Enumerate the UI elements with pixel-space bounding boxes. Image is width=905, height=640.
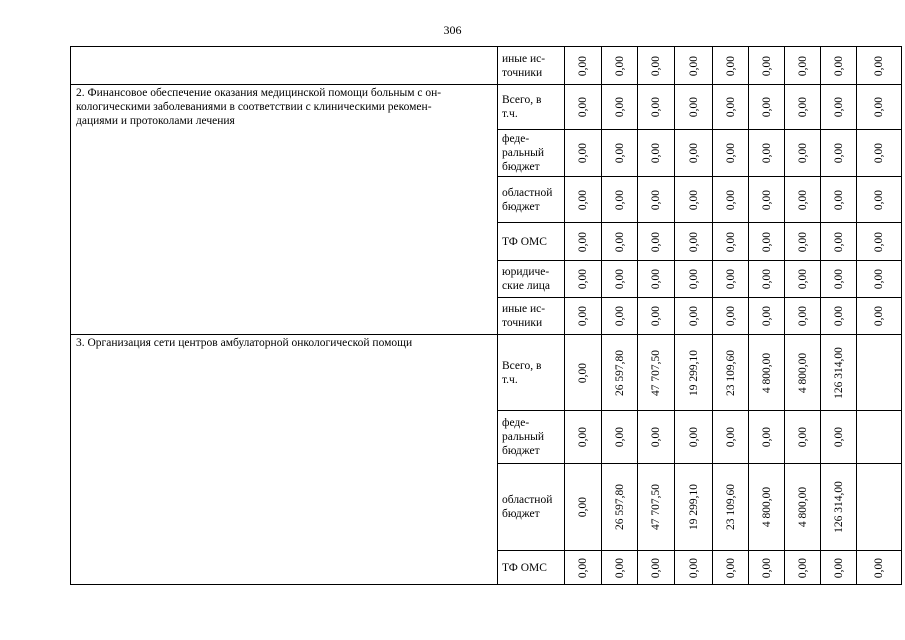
value-text: 0,00	[687, 426, 700, 448]
value-cell	[675, 223, 713, 261]
value-cell	[785, 130, 821, 177]
value-text: 0,00	[724, 231, 737, 252]
value-cell	[821, 298, 857, 335]
value-cell	[602, 85, 638, 130]
value-text: 0,00	[650, 231, 662, 252]
value-text: 0,00	[724, 55, 737, 76]
value-text: 0,00	[577, 268, 589, 290]
value-cell	[602, 464, 638, 551]
value-cell	[857, 411, 902, 464]
value-cell	[785, 47, 821, 85]
value-cell	[675, 551, 713, 585]
funding-source-cell: Всего, в т.ч.	[498, 85, 565, 130]
value-cell	[821, 177, 857, 223]
value-cell	[675, 47, 713, 85]
value-text: 0,00	[760, 426, 773, 448]
value-text: 0,00	[760, 55, 773, 76]
value-text: 0,00	[577, 305, 589, 327]
value-text: 0,00	[832, 231, 845, 252]
value-cell	[638, 551, 675, 585]
value-cell	[602, 261, 638, 298]
value-cell	[602, 551, 638, 585]
value-cell	[749, 551, 785, 585]
value-text: 47 707,50	[650, 484, 662, 530]
value-text: 26 597,80	[613, 349, 626, 396]
value-text: 0,00	[577, 426, 589, 448]
value-text: 0,00	[650, 268, 662, 290]
value-text: 0,00	[873, 96, 885, 118]
value-cell	[638, 335, 675, 411]
value-cell	[602, 411, 638, 464]
value-text: 0,00	[796, 189, 809, 210]
value-text: 0,00	[613, 231, 626, 252]
value-text: 0,00	[687, 305, 700, 327]
value-text: 0,00	[650, 55, 662, 76]
value-cell	[749, 335, 785, 411]
value-text: 0,00	[650, 96, 662, 118]
value-text: 0,00	[832, 55, 845, 76]
value-cell	[821, 411, 857, 464]
value-text: 0,00	[613, 268, 626, 290]
value-cell	[713, 298, 749, 335]
value-text: 0,00	[873, 142, 885, 164]
value-text: 0,00	[687, 142, 700, 164]
value-text: 126 314,00	[832, 346, 845, 399]
value-text: 0,00	[577, 557, 589, 578]
value-cell	[713, 411, 749, 464]
value-cell	[565, 298, 602, 335]
funding-source-cell: юридиче- ские лица	[498, 261, 565, 298]
value-text: 0,00	[796, 268, 809, 290]
value-text: 0,00	[613, 557, 626, 578]
value-cell	[857, 464, 902, 551]
value-text: 0,00	[724, 268, 737, 290]
value-text: 0,00	[687, 557, 700, 578]
value-cell	[638, 223, 675, 261]
value-cell	[675, 298, 713, 335]
value-text: 0,00	[832, 426, 845, 448]
value-cell	[857, 551, 902, 585]
value-text: 26 597,80	[613, 484, 626, 530]
table-row	[71, 47, 902, 85]
page-number: 306	[443, 23, 462, 37]
value-cell	[675, 464, 713, 551]
value-text: 0,00	[650, 305, 662, 327]
value-text: 0,00	[724, 96, 737, 118]
value-text: 0,00	[796, 305, 809, 327]
value-cell	[749, 130, 785, 177]
value-text: 0,00	[577, 231, 589, 252]
value-text: 0,00	[687, 96, 700, 118]
funding-source-cell: ТФ ОМС	[498, 223, 565, 261]
event-name-cell	[71, 47, 498, 85]
value-text: 0,00	[613, 305, 626, 327]
value-text: 0,00	[796, 96, 809, 118]
value-text: 0,00	[873, 557, 885, 578]
value-text: 0,00	[760, 231, 773, 252]
value-cell	[565, 85, 602, 130]
value-cell	[785, 335, 821, 411]
value-cell	[602, 223, 638, 261]
value-text: 0,00	[724, 305, 737, 327]
value-cell	[675, 261, 713, 298]
value-text: 0,00	[687, 231, 700, 252]
value-cell	[785, 261, 821, 298]
value-cell	[565, 47, 602, 85]
value-cell	[602, 298, 638, 335]
value-text: 0,00	[613, 96, 626, 118]
funding-source-cell: феде- ральный бюджет	[498, 411, 565, 464]
value-cell	[638, 298, 675, 335]
value-text: 19 299,10	[687, 484, 700, 530]
value-cell	[713, 261, 749, 298]
funding-source-cell: областной бюджет	[498, 177, 565, 223]
event-name-cell: 2. Финансовое обеспечение оказания медицинской помощи больным с он- кологическими заболеваниями в соответствии с клиническими рекомен- дациями и протоколами лечения	[71, 85, 498, 335]
value-text: 0,00	[613, 55, 626, 76]
value-text: 0,00	[724, 142, 737, 164]
value-cell	[785, 177, 821, 223]
value-cell	[675, 177, 713, 223]
table-row	[71, 85, 902, 130]
value-cell	[565, 335, 602, 411]
value-cell	[675, 130, 713, 177]
value-text: 0,00	[724, 189, 737, 210]
value-cell	[638, 177, 675, 223]
value-text: 0,00	[796, 231, 809, 252]
value-text: 23 109,60	[724, 349, 737, 396]
value-cell	[565, 464, 602, 551]
value-text: 0,00	[796, 426, 809, 448]
value-text: 0,00	[796, 142, 809, 164]
budget-table	[70, 46, 902, 585]
value-text: 0,00	[577, 96, 589, 118]
value-cell	[749, 298, 785, 335]
value-cell	[785, 464, 821, 551]
value-text: 4 800,00	[760, 352, 773, 393]
value-cell	[749, 85, 785, 130]
value-text: 0,00	[796, 557, 809, 578]
value-cell	[565, 130, 602, 177]
value-cell	[749, 177, 785, 223]
value-cell	[565, 261, 602, 298]
value-cell	[602, 47, 638, 85]
value-cell	[785, 223, 821, 261]
value-text: 0,00	[724, 426, 737, 448]
value-cell	[785, 551, 821, 585]
value-cell	[713, 551, 749, 585]
value-text: 0,00	[724, 557, 737, 578]
value-text: 0,00	[650, 189, 662, 210]
value-text: 0,00	[873, 55, 885, 76]
table-row	[71, 335, 902, 411]
value-cell	[565, 411, 602, 464]
value-cell	[713, 335, 749, 411]
value-text: 0,00	[760, 142, 773, 164]
value-cell	[713, 47, 749, 85]
value-cell	[821, 85, 857, 130]
value-text: 0,00	[796, 55, 809, 76]
value-cell	[857, 177, 902, 223]
value-text: 0,00	[650, 557, 662, 578]
value-cell	[821, 335, 857, 411]
value-text: 0,00	[577, 189, 589, 210]
value-cell	[857, 261, 902, 298]
value-text: 0,00	[613, 142, 626, 164]
value-cell	[638, 464, 675, 551]
value-text: 0,00	[687, 55, 700, 76]
value-text: 0,00	[832, 189, 845, 210]
value-cell	[821, 130, 857, 177]
value-cell	[565, 551, 602, 585]
value-text: 0,00	[873, 305, 885, 327]
value-cell	[749, 464, 785, 551]
value-cell	[821, 464, 857, 551]
value-text: 0,00	[577, 496, 589, 518]
value-text: 23 109,60	[724, 484, 737, 530]
value-cell	[602, 335, 638, 411]
value-text: 0,00	[832, 96, 845, 118]
value-text: 0,00	[760, 189, 773, 210]
value-cell	[638, 85, 675, 130]
value-cell	[749, 223, 785, 261]
funding-source-cell: иные ис- точники	[498, 47, 565, 85]
value-text: 0,00	[873, 231, 885, 252]
value-text: 0,00	[687, 268, 700, 290]
value-text: 4 800,00	[796, 486, 809, 528]
funding-source-cell: Всего, в т.ч.	[498, 335, 565, 411]
value-cell	[638, 261, 675, 298]
value-cell	[565, 177, 602, 223]
value-cell	[675, 411, 713, 464]
value-text: 0,00	[650, 426, 662, 448]
value-text: 0,00	[577, 55, 589, 76]
value-cell	[713, 85, 749, 130]
value-cell	[857, 130, 902, 177]
funding-source-cell: феде- ральный бюджет	[498, 130, 565, 177]
value-cell	[602, 177, 638, 223]
value-cell	[857, 223, 902, 261]
value-cell	[713, 177, 749, 223]
value-cell	[821, 261, 857, 298]
value-text: 126 314,00	[832, 481, 845, 533]
value-text: 4 800,00	[760, 486, 773, 528]
value-cell	[821, 551, 857, 585]
value-cell	[749, 411, 785, 464]
value-cell	[675, 85, 713, 130]
value-cell	[749, 47, 785, 85]
value-text: 0,00	[577, 362, 589, 383]
value-cell	[785, 298, 821, 335]
value-text: 0,00	[832, 142, 845, 164]
value-text: 0,00	[873, 189, 885, 210]
value-text: 0,00	[577, 142, 589, 164]
funding-source-cell: областной бюджет	[498, 464, 565, 551]
funding-source-cell: ТФ ОМС	[498, 551, 565, 585]
value-cell	[713, 464, 749, 551]
value-cell	[638, 411, 675, 464]
value-cell	[713, 130, 749, 177]
value-cell	[785, 411, 821, 464]
value-text: 4 800,00	[796, 352, 809, 393]
value-text: 47 707,50	[650, 349, 662, 396]
value-text: 0,00	[873, 268, 885, 290]
value-cell	[675, 335, 713, 411]
value-cell	[638, 130, 675, 177]
value-text: 0,00	[650, 142, 662, 164]
value-cell	[749, 261, 785, 298]
value-text: 0,00	[687, 189, 700, 210]
value-cell	[785, 85, 821, 130]
value-text: 19 299,10	[687, 349, 700, 396]
event-name-cell: 3. Организация сети центров амбулаторной онкологической помощи	[71, 335, 498, 585]
value-text: 0,00	[613, 189, 626, 210]
value-cell	[857, 47, 902, 85]
value-cell	[638, 47, 675, 85]
value-cell	[857, 335, 902, 411]
value-cell	[713, 223, 749, 261]
value-cell	[821, 223, 857, 261]
funding-source-cell: иные ис- точники	[498, 298, 565, 335]
value-text: 0,00	[760, 305, 773, 327]
value-cell	[602, 130, 638, 177]
value-text: 0,00	[832, 305, 845, 327]
value-text: 0,00	[760, 557, 773, 578]
value-cell	[857, 85, 902, 130]
value-text: 0,00	[832, 557, 845, 578]
value-text: 0,00	[760, 96, 773, 118]
value-text: 0,00	[832, 268, 845, 290]
value-cell	[565, 223, 602, 261]
value-text: 0,00	[613, 426, 626, 448]
value-text: 0,00	[760, 268, 773, 290]
value-cell	[857, 298, 902, 335]
value-cell	[821, 47, 857, 85]
